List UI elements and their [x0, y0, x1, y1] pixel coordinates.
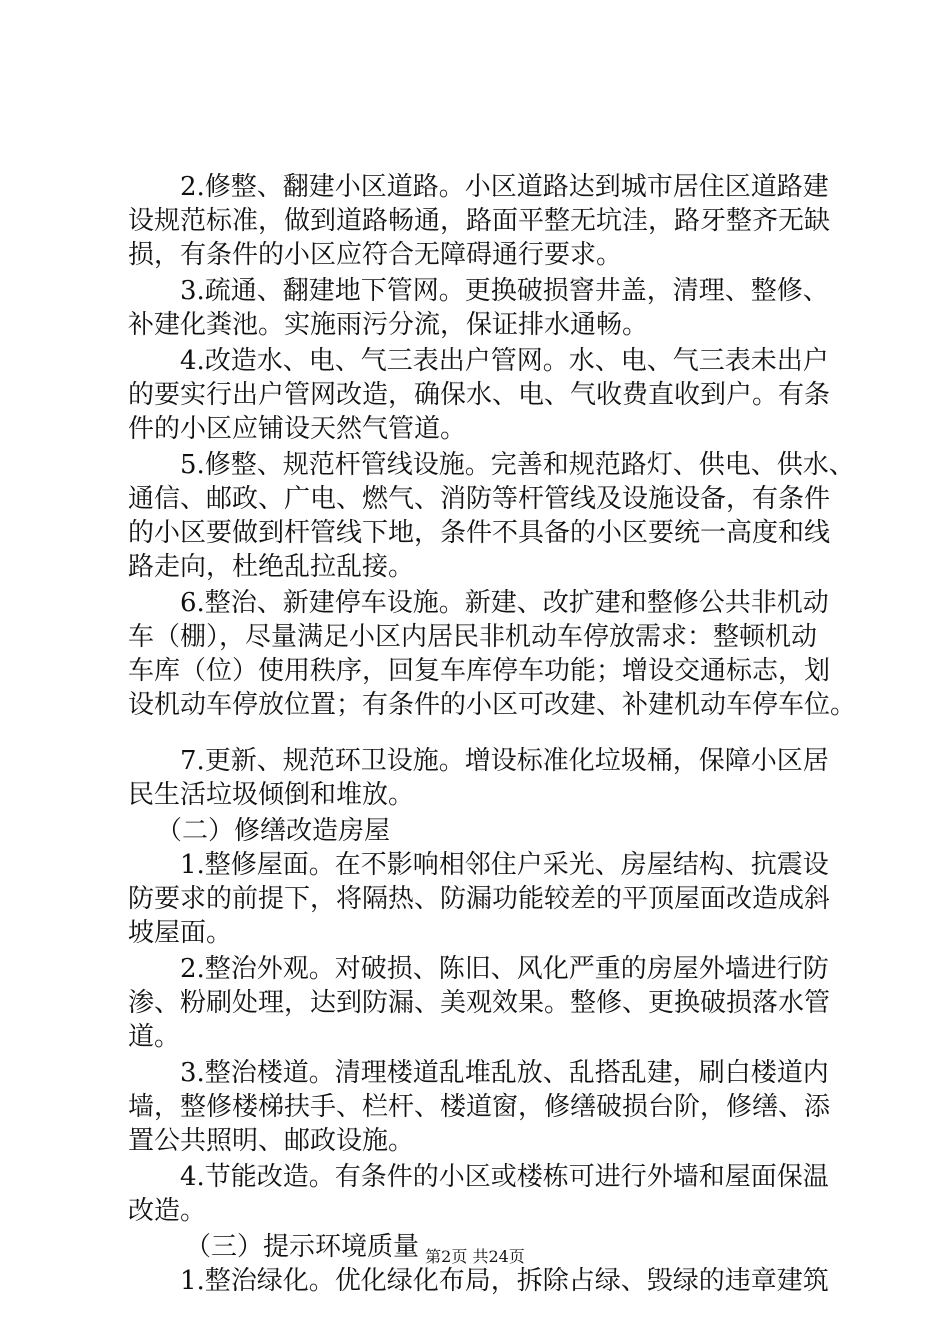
section-heading: （三）提示环境质量	[185, 1232, 420, 1262]
text-line: 通信、邮政、广电、燃气、消防等杆管线及设施设备，有条件	[128, 484, 831, 514]
text-line: 4.改造水、电、气三表出户管网。水、电、气三表未出户	[180, 346, 829, 376]
text-line: 置公共照明、邮政设施。	[128, 1126, 415, 1156]
text-line: 3.整治楼道。清理楼道乱堆乱放、乱搭乱建，刷白楼道内	[180, 1058, 829, 1088]
text-line: 2.修整、翻建小区道路。小区道路达到城市居住区道路建	[180, 172, 829, 202]
text-line: 1.整治绿化。优化绿化布局，拆除占绿、毁绿的违章建筑	[180, 1266, 829, 1296]
text-line: 车库（位）使用秩序，回复车库停车功能；增设交通标志，划	[128, 656, 831, 686]
text-line: 1.整修屋面。在不影响相邻住户采光、房屋结构、抗震设	[180, 850, 829, 880]
page-number: 第2页 共24页	[425, 1247, 525, 1266]
text-line: 路走向，杜绝乱拉乱接。	[128, 552, 415, 582]
text-line: 件的小区应铺设天然气管道。	[128, 414, 467, 444]
text-line: 4.节能改造。有条件的小区或楼栋可进行外墙和屋面保温	[180, 1162, 829, 1192]
text-line: 补建化粪池。实施雨污分流，保证排水通畅。	[128, 310, 649, 340]
text-line: 7.更新、规范环卫设施。增设标准化垃圾桶，保障小区居	[180, 746, 829, 776]
text-line: 6.整治、新建停车设施。新建、改扩建和整修公共非机动	[180, 588, 829, 618]
page-footer	[0, 1244, 950, 1267]
text-line: 民生活垃圾倾倒和堆放。	[128, 780, 415, 810]
text-line: 墙，整修楼梯扶手、栏杆、楼道窗，修缮破损台阶，修缮、添	[128, 1092, 831, 1122]
text-line: 防要求的前提下，将隔热、防漏功能较差的平顶屋面改造成斜	[128, 884, 831, 914]
text-line: 车（棚），尽量满足小区内居民非机动车停放需求：整顿机动	[128, 622, 818, 652]
text-line: 设机动车停放位置；有条件的小区可改建、补建机动车停车位。	[128, 690, 857, 720]
text-line: 的要实行出户管网改造，确保水、电、气收费直收到户。有条	[128, 380, 831, 410]
text-line: 改造。	[128, 1196, 207, 1226]
text-line: 3.疏通、翻建地下管网。更换破损窨井盖，清理、整修、	[180, 276, 829, 306]
text-line: 道。	[128, 1022, 181, 1052]
text-line: 渗、粉刷处理，达到防漏、美观效果。整修、更换破损落水管	[128, 988, 831, 1018]
text-line: 坡屋面。	[128, 918, 233, 948]
section-heading: （二）修缮改造房屋	[156, 816, 391, 846]
text-line: 5.修整、规范杆管线设施。完善和规范路灯、供电、供水、	[180, 450, 855, 480]
text-line: 2.整治外观。对破损、陈旧、风化严重的房屋外墙进行防	[180, 954, 829, 984]
text-line: 的小区要做到杆管线下地，条件不具备的小区要统一高度和线	[128, 518, 831, 548]
text-line: 损，有条件的小区应符合无障碍通行要求。	[128, 240, 623, 270]
text-line: 设规范标准，做到道路畅通，路面平整无坑洼，路牙整齐无缺	[128, 206, 831, 236]
